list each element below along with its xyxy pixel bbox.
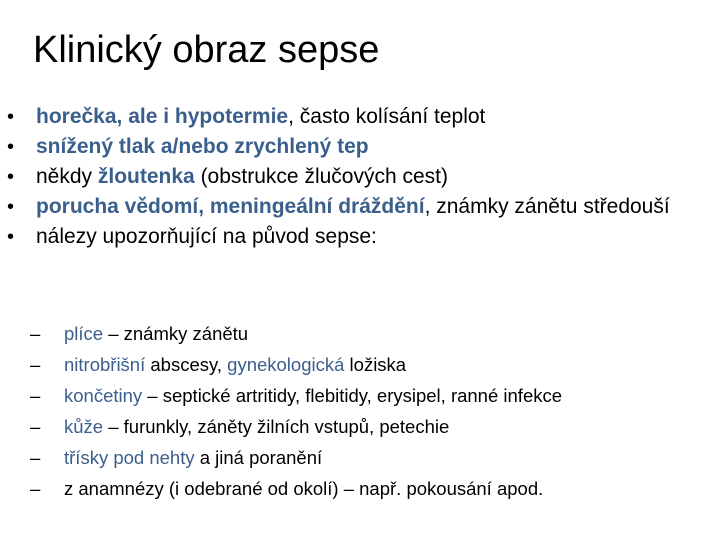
bullet-text: někdy bbox=[36, 165, 98, 188]
highlighted-term: končetiny bbox=[64, 385, 143, 406]
highlighted-term: nitrobřišní bbox=[64, 354, 146, 375]
bullet-item bbox=[0, 134, 696, 160]
slide-title: Klinický obraz sepse bbox=[33, 29, 380, 71]
dash-marker: – bbox=[30, 416, 41, 437]
sub-bullet-item bbox=[0, 349, 714, 380]
dash-marker: – bbox=[30, 478, 41, 499]
highlighted-term: žloutenka bbox=[97, 165, 195, 188]
dash-marker: – bbox=[30, 447, 41, 468]
highlighted-term: snížený tlak a/nebo zrychlený tep bbox=[36, 135, 369, 158]
bullet-text: – septické artritidy, flebitidy, erysipel, ranné infekce bbox=[142, 385, 563, 406]
bullet-marker: • bbox=[7, 136, 15, 158]
bullet-text: – známky zánětu bbox=[103, 323, 249, 344]
highlighted-term: plíce bbox=[64, 323, 104, 344]
bullet-text: a jiná poranění bbox=[194, 447, 323, 468]
sub-bullet-item bbox=[0, 473, 714, 504]
bullet-text: abscesy, bbox=[145, 354, 228, 375]
highlighted-term: kůže bbox=[64, 416, 104, 437]
bullet-item bbox=[0, 194, 696, 220]
bullet-marker: • bbox=[7, 166, 15, 188]
bullet-text: , známky zánětu středouší bbox=[424, 195, 670, 218]
bullet-text: ložiska bbox=[344, 354, 407, 375]
bullet-text: (obstrukce žlučových cest) bbox=[194, 165, 448, 188]
bullet-item bbox=[0, 104, 696, 130]
bullet-text: nálezy upozorňující na původ sepse: bbox=[36, 225, 377, 248]
highlighted-term: porucha vědomí, meningeální dráždění bbox=[36, 195, 425, 218]
highlighted-term: horečka, ale i hypotermie bbox=[36, 105, 289, 128]
bullet-text: z anamnézy (i odebrané od okolí) – např. pokousání apod. bbox=[64, 478, 544, 499]
dash-marker: – bbox=[30, 385, 41, 406]
dash-marker: – bbox=[30, 354, 41, 375]
bullet-marker: • bbox=[7, 106, 15, 128]
sub-bullet-item bbox=[0, 442, 714, 473]
highlighted-term: gynekologická bbox=[227, 354, 345, 375]
bullet-marker: • bbox=[7, 226, 15, 248]
bullet-text: – furunkly, záněty žilních vstupů, petechie bbox=[103, 416, 450, 437]
bullet-item bbox=[0, 224, 696, 250]
bullet-list bbox=[0, 104, 720, 254]
dash-marker: – bbox=[30, 323, 41, 344]
highlighted-term: třísky pod nehty bbox=[64, 447, 195, 468]
bullet-item bbox=[0, 164, 696, 190]
sub-bullet-item bbox=[0, 318, 714, 349]
bullet-marker: • bbox=[7, 196, 15, 218]
sub-bullet-list bbox=[0, 318, 720, 504]
sub-bullet-item bbox=[0, 380, 714, 411]
sub-bullet-item bbox=[0, 411, 714, 442]
bullet-text: , často kolísání teplot bbox=[288, 105, 486, 128]
